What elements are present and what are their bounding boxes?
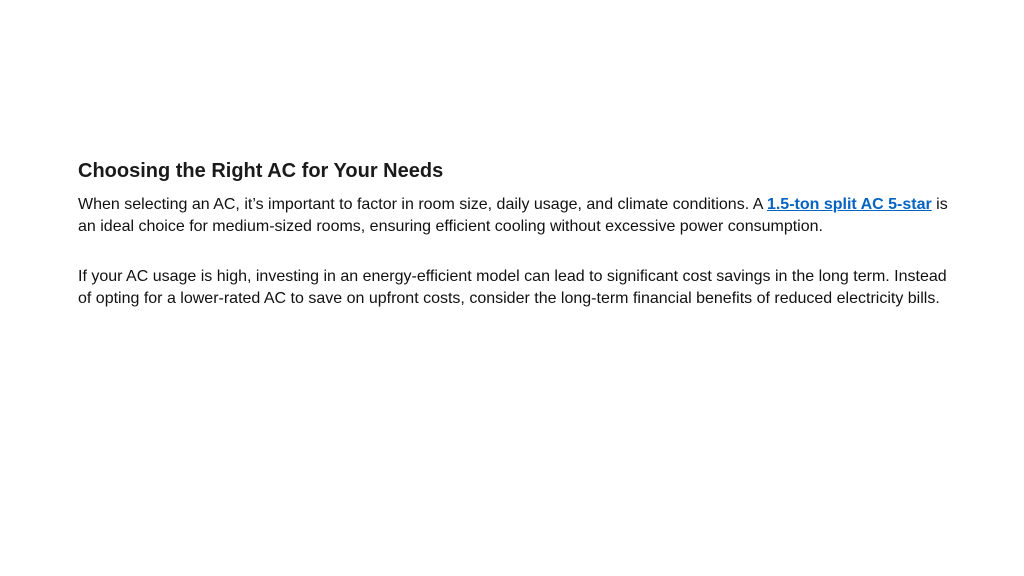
ac-product-link[interactable]: 1.5-ton split AC 5-star — [766, 196, 932, 213]
paragraph-room-size — [78, 194, 948, 237]
slide-heading: Choosing the Right AC for Your Needs — [78, 160, 444, 182]
paragraph-energy-efficiency: If your AC usage is high, investing in an energy-efficient model can lead to significant cost savings in the long term. Instead of opting for a lower-rated AC to save on upfront costs, consider the long-term financial benefits of reduced electricity bills. — [78, 268, 947, 307]
slide-content — [78, 156, 948, 309]
paragraph-1-text-after-link: is an ideal choice for medium-sized rooms, ensuring efficient cooling without excessive power consumption. — [78, 196, 948, 235]
paragraph-1-text-before-link: When selecting an AC, it’s important to factor in room size, daily usage, and climate conditions. A — [78, 196, 767, 213]
